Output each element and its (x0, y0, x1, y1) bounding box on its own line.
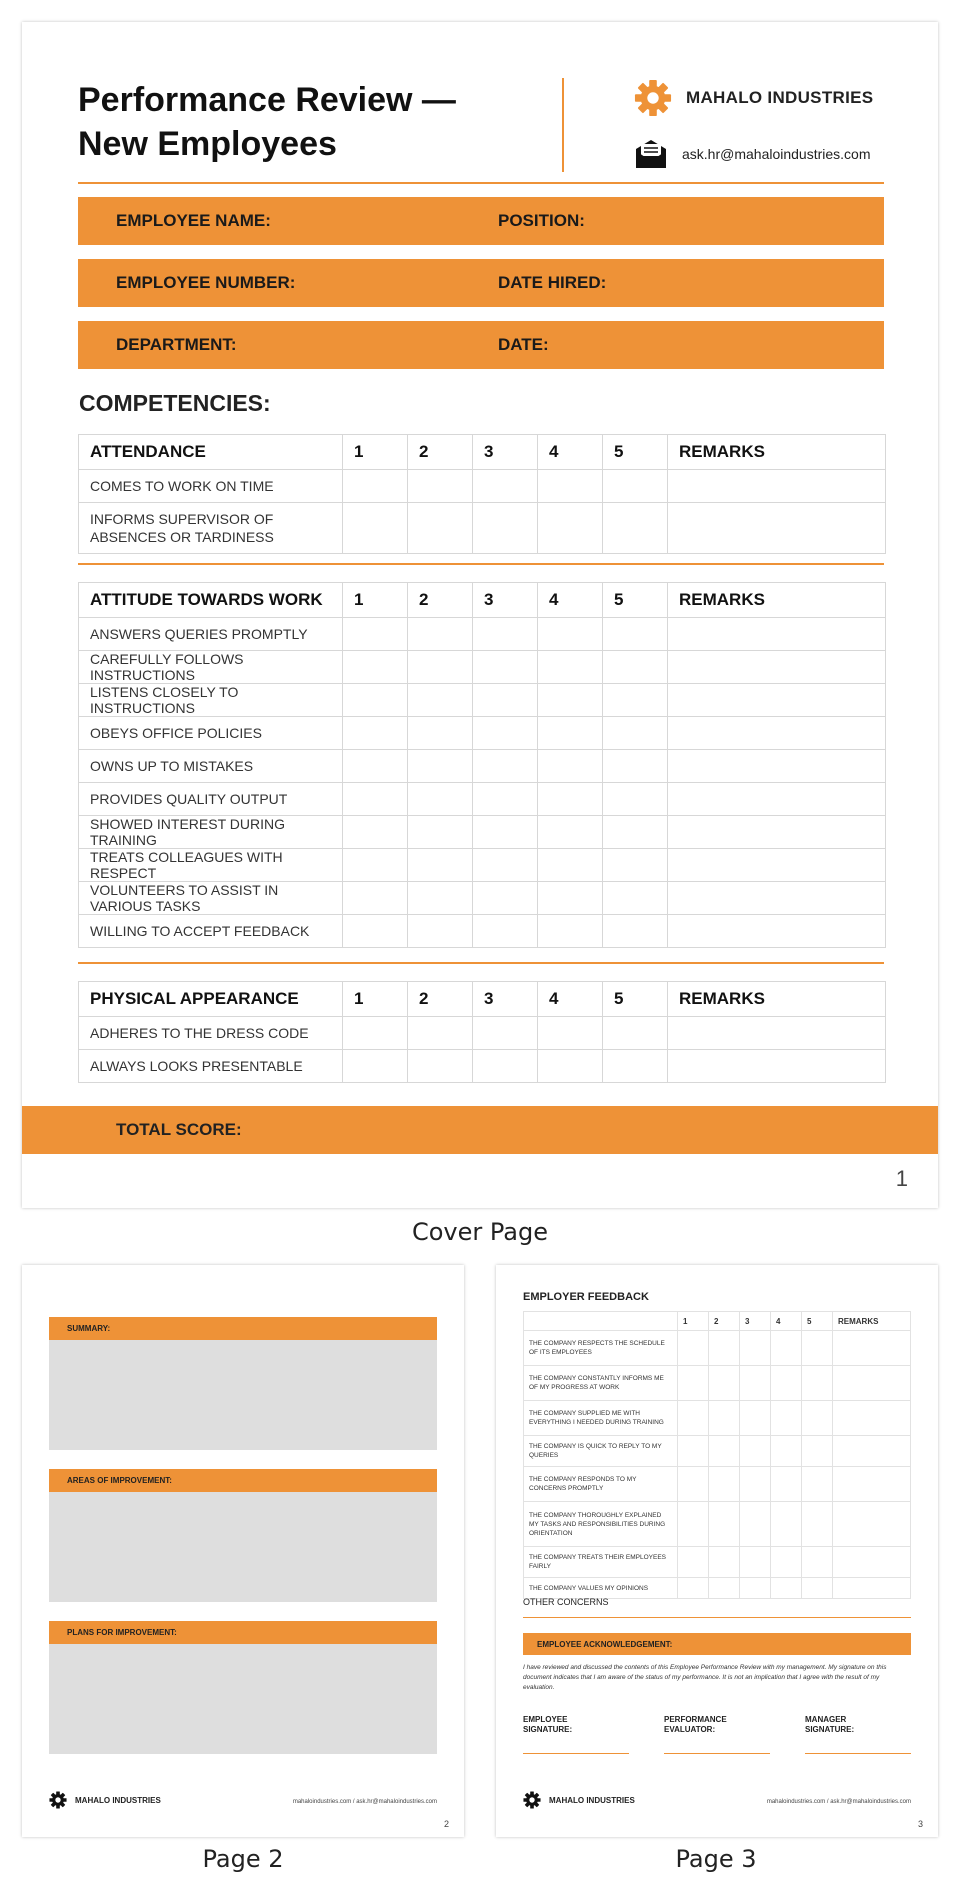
rating-cell[interactable] (740, 1502, 771, 1547)
rating-header-1: 1 (343, 982, 408, 1017)
table-header-row (79, 435, 886, 470)
rating-cell[interactable] (408, 750, 473, 783)
table-row (79, 651, 886, 684)
rating-cell[interactable] (343, 470, 408, 503)
page-number: 2 (443, 1819, 449, 1829)
cover-caption: Cover Page (411, 1218, 548, 1246)
table-row (79, 1017, 886, 1050)
table-row (524, 1331, 911, 1366)
rating-cell[interactable] (802, 1366, 833, 1401)
rating-cell[interactable] (802, 1467, 833, 1502)
rating-cell[interactable] (538, 503, 603, 554)
rating-header-4: 4 (538, 982, 603, 1017)
rating-cell[interactable] (538, 1017, 603, 1050)
criterion-label: OBEYS OFFICE POLICIES (79, 717, 343, 750)
table-row (524, 1467, 911, 1502)
rating-cell[interactable] (408, 915, 473, 948)
rating-cell[interactable] (473, 618, 538, 651)
rating-cell[interactable] (473, 783, 538, 816)
table-row (524, 1547, 911, 1578)
remarks-cell[interactable] (833, 1401, 911, 1436)
rating-cell[interactable] (538, 849, 603, 882)
rating-cell[interactable] (473, 915, 538, 948)
rating-cell[interactable] (343, 783, 408, 816)
rating-header-4: 4 (538, 583, 603, 618)
rating-cell[interactable] (343, 915, 408, 948)
rating-cell[interactable] (538, 470, 603, 503)
summary-header (49, 1317, 437, 1340)
table-row (79, 882, 886, 915)
section-title: PHYSICAL APPEARANCE (79, 982, 343, 1017)
rating-cell[interactable] (343, 1017, 408, 1050)
rating-cell[interactable] (771, 1436, 802, 1467)
rating-cell[interactable] (408, 1017, 473, 1050)
rating-cell[interactable] (343, 816, 408, 849)
rating-cell[interactable] (603, 470, 668, 503)
rating-cell[interactable] (771, 1467, 802, 1502)
table-row (524, 1502, 911, 1547)
rating-cell[interactable] (740, 1366, 771, 1401)
remarks-cell[interactable] (833, 1436, 911, 1467)
gear-icon (49, 1791, 67, 1809)
remarks-header: REMARKS (668, 583, 886, 618)
criterion-label: INFORMS SUPERVISOR OF ABSENCES OR TARDINESS (79, 503, 343, 554)
employee-number-label: EMPLOYEE NUMBER: (116, 273, 296, 292)
rating-cell[interactable] (802, 1401, 833, 1436)
other-concerns-label: OTHER CONCERNS (523, 1597, 609, 1607)
remarks-cell[interactable] (668, 651, 886, 684)
gear-icon (634, 79, 672, 117)
rating-cell[interactable] (802, 1436, 833, 1467)
criterion-label: CAREFULLY FOLLOWS INSTRUCTIONS (79, 651, 343, 684)
section-rule (78, 563, 884, 565)
department-label: DEPARTMENT: (116, 335, 237, 354)
total-score-bar (22, 1106, 938, 1154)
rating-cell[interactable] (771, 1502, 802, 1547)
rating-cell[interactable] (343, 717, 408, 750)
rating-cell[interactable] (603, 618, 668, 651)
table-row (79, 1050, 886, 1083)
rating-cell[interactable] (473, 1017, 538, 1050)
remarks-cell[interactable] (668, 849, 886, 882)
rating-cell[interactable] (603, 1050, 668, 1083)
rating-cell[interactable] (408, 882, 473, 915)
header-rule (78, 182, 884, 184)
rating-cell[interactable] (343, 684, 408, 717)
remarks-cell[interactable] (668, 882, 886, 915)
appearance-table (78, 981, 886, 1083)
rating-cell[interactable] (603, 849, 668, 882)
rating-cell[interactable] (802, 1578, 833, 1599)
rating-cell[interactable] (678, 1547, 709, 1578)
section-title: ATTENDANCE (79, 435, 343, 470)
rating-cell[interactable] (678, 1467, 709, 1502)
remarks-cell[interactable] (668, 618, 886, 651)
rating-header-1: 1 (343, 583, 408, 618)
rating-cell[interactable] (709, 1436, 740, 1467)
plans-box[interactable] (49, 1644, 437, 1754)
rating-header-3: 3 (473, 982, 538, 1017)
rating-cell[interactable] (538, 750, 603, 783)
remarks-cell[interactable] (668, 684, 886, 717)
table-row (79, 915, 886, 948)
date-label: DATE: (498, 335, 549, 354)
rating-header-2: 2 (709, 1312, 740, 1331)
contact-email[interactable]: ask.hr@mahaloindustries.com (682, 146, 871, 162)
footer-url: mahaloindustries.com / ask.hr@mahaloindustries.com (766, 1799, 911, 1805)
rating-cell[interactable] (709, 1331, 740, 1366)
remarks-cell[interactable] (833, 1578, 911, 1599)
table-row (79, 750, 886, 783)
header-divider (562, 78, 564, 172)
rating-cell[interactable] (678, 1436, 709, 1467)
rating-cell[interactable] (408, 651, 473, 684)
remarks-cell[interactable] (668, 717, 886, 750)
rating-cell[interactable] (802, 1331, 833, 1366)
remarks-header: REMARKS (668, 982, 886, 1017)
feedback-statement: THE COMPANY THOROUGHLY EXPLAINED MY TASKS AND RESPONSIBILITIES DURING ORIENTATION (524, 1502, 678, 1547)
plans-label: PLANS FOR IMPROVEMENT: (67, 1628, 177, 1637)
criterion-label: SHOWED INTEREST DURING TRAINING (79, 816, 343, 849)
rating-cell[interactable] (678, 1401, 709, 1436)
rating-header-2: 2 (408, 435, 473, 470)
table-row (524, 1401, 911, 1436)
other-concerns-line[interactable] (523, 1617, 911, 1618)
rating-cell[interactable] (538, 816, 603, 849)
total-score-label: TOTAL SCORE: (116, 1120, 242, 1139)
remarks-cell[interactable] (668, 470, 886, 503)
info-bar-name (78, 197, 884, 245)
rating-cell[interactable] (771, 1547, 802, 1578)
rating-cell[interactable] (538, 1050, 603, 1083)
rating-cell[interactable] (538, 651, 603, 684)
cover-page (22, 22, 938, 1208)
remarks-cell[interactable] (668, 915, 886, 948)
attitude-table (78, 582, 886, 948)
rating-cell[interactable] (538, 684, 603, 717)
evaluator-signature-label: PERFORMANCE EVALUATOR: (664, 1715, 727, 1734)
date-hired-label: DATE HIRED: (498, 273, 607, 292)
table-row (79, 816, 886, 849)
table-row (79, 503, 886, 554)
rating-cell[interactable] (538, 717, 603, 750)
info-bar-number (78, 259, 884, 307)
rating-header-3: 3 (473, 435, 538, 470)
rating-cell[interactable] (771, 1401, 802, 1436)
rating-cell[interactable] (408, 684, 473, 717)
rating-cell[interactable] (538, 915, 603, 948)
rating-cell[interactable] (408, 618, 473, 651)
rating-cell[interactable] (603, 882, 668, 915)
table-row (79, 783, 886, 816)
remarks-cell[interactable] (833, 1467, 911, 1502)
position-label: POSITION: (498, 211, 585, 230)
rating-cell[interactable] (740, 1436, 771, 1467)
criterion-label: PROVIDES QUALITY OUTPUT (79, 783, 343, 816)
remarks-cell[interactable] (833, 1547, 911, 1578)
rating-cell[interactable] (740, 1547, 771, 1578)
manager-signature-line[interactable] (805, 1753, 911, 1754)
remarks-cell[interactable] (668, 503, 886, 554)
feedback-statement: THE COMPANY RESPONDS TO MY CONCERNS PROMPTLY (524, 1467, 678, 1502)
acknowledgement-text: I have reviewed and discussed the contents of this Employee Performance Review with my management. My signature on this document indicates that I am aware of the status of my performance. It is not an implication that I agree with the result of my evaluation. (523, 1664, 887, 1691)
footer-url: mahaloindustries.com / ask.hr@mahaloindustries.com (292, 1799, 437, 1805)
company-brand (634, 78, 873, 118)
page2-caption: Page 2 (202, 1845, 284, 1873)
page3-caption: Page 3 (675, 1845, 757, 1873)
rating-cell[interactable] (538, 882, 603, 915)
criterion-label: ADHERES TO THE DRESS CODE (79, 1017, 343, 1050)
criterion-label: VOLUNTEERS TO ASSIST IN VARIOUS TASKS (79, 882, 343, 915)
table-row (524, 1578, 911, 1599)
remarks-cell[interactable] (668, 783, 886, 816)
rating-cell[interactable] (709, 1366, 740, 1401)
feedback-statement: THE COMPANY CONSTANTLY INFORMS ME OF MY PROGRESS AT WORK (524, 1366, 678, 1401)
rating-cell[interactable] (473, 816, 538, 849)
page-3 (496, 1265, 938, 1837)
rating-cell[interactable] (771, 1366, 802, 1401)
rating-cell[interactable] (473, 882, 538, 915)
rating-header-2: 2 (408, 583, 473, 618)
blank-header (524, 1312, 678, 1331)
rating-cell[interactable] (473, 750, 538, 783)
rating-cell[interactable] (473, 470, 538, 503)
rating-cell[interactable] (603, 651, 668, 684)
rating-header-4: 4 (538, 435, 603, 470)
envelope-icon (634, 139, 668, 169)
criterion-label: TREATS COLLEAGUES WITH RESPECT (79, 849, 343, 882)
feedback-statement: THE COMPANY VALUES MY OPINIONS (524, 1578, 678, 1599)
rating-cell[interactable] (473, 651, 538, 684)
employee-signature-line[interactable] (523, 1753, 629, 1754)
acknowledgement-label: EMPLOYEE ACKNOWLEDGEMENT: (537, 1640, 673, 1649)
criterion-label: ANSWERS QUERIES PROMPTLY (79, 618, 343, 651)
table-row (79, 470, 886, 503)
rating-header-5: 5 (603, 583, 668, 618)
rating-cell[interactable] (343, 618, 408, 651)
footer-company: MAHALO INDUSTRIES (549, 1795, 635, 1805)
remarks-cell[interactable] (668, 750, 886, 783)
remarks-header: REMARKS (668, 435, 886, 470)
feedback-statement: THE COMPANY IS QUICK TO REPLY TO MY QUERIES (524, 1436, 678, 1467)
criterion-label: LISTENS CLOSELY TO INSTRUCTIONS (79, 684, 343, 717)
criterion-label: WILLING TO ACCEPT FEEDBACK (79, 915, 343, 948)
rating-cell[interactable] (603, 915, 668, 948)
feedback-title: EMPLOYER FEEDBACK (523, 1291, 649, 1303)
rating-cell[interactable] (678, 1578, 709, 1599)
rating-cell[interactable] (603, 503, 668, 554)
page-number: 1 (895, 1166, 908, 1191)
rating-cell[interactable] (408, 849, 473, 882)
rating-cell[interactable] (343, 503, 408, 554)
criterion-label: COMES TO WORK ON TIME (79, 470, 343, 503)
rating-cell[interactable] (473, 717, 538, 750)
rating-header-5: 5 (802, 1312, 833, 1331)
rating-header-4: 4 (771, 1312, 802, 1331)
criterion-label: ALWAYS LOOKS PRESENTABLE (79, 1050, 343, 1083)
rating-header-1: 1 (343, 435, 408, 470)
table-row (79, 717, 886, 750)
rating-cell[interactable] (473, 1050, 538, 1083)
acknowledgement-header (523, 1633, 911, 1655)
rating-cell[interactable] (709, 1502, 740, 1547)
rating-cell[interactable] (709, 1401, 740, 1436)
feedback-statement: THE COMPANY RESPECTS THE SCHEDULE OF ITS EMPLOYEES (524, 1331, 678, 1366)
rating-cell[interactable] (740, 1467, 771, 1502)
rating-cell[interactable] (538, 618, 603, 651)
feedback-table (523, 1311, 911, 1599)
rating-cell[interactable] (603, 816, 668, 849)
rating-cell[interactable] (603, 684, 668, 717)
rating-header-3: 3 (740, 1312, 771, 1331)
document-title: Performance Review — New Employees (78, 81, 456, 163)
remarks-cell[interactable] (668, 1050, 886, 1083)
rating-header-2: 2 (408, 982, 473, 1017)
feedback-statement: THE COMPANY TREATS THEIR EMPLOYEES FAIRLY (524, 1547, 678, 1578)
areas-box[interactable] (49, 1492, 437, 1602)
section-rule (78, 962, 884, 964)
rating-cell[interactable] (603, 717, 668, 750)
table-row (524, 1436, 911, 1467)
remarks-cell[interactable] (833, 1502, 911, 1547)
footer-brand (49, 1791, 161, 1809)
rating-cell[interactable] (709, 1578, 740, 1599)
employee-name-label: EMPLOYEE NAME: (116, 211, 271, 230)
contact-email-row (634, 134, 871, 174)
attendance-table (78, 434, 886, 554)
rating-cell[interactable] (538, 783, 603, 816)
table-row (79, 684, 886, 717)
page-2 (22, 1265, 464, 1837)
criterion-label: OWNS UP TO MISTAKES (79, 750, 343, 783)
section-title: ATTITUDE TOWARDS WORK (79, 583, 343, 618)
rating-cell[interactable] (802, 1547, 833, 1578)
table-header-row (524, 1312, 911, 1331)
areas-label: AREAS OF IMPROVEMENT: (67, 1476, 172, 1485)
rating-cell[interactable] (678, 1502, 709, 1547)
rating-header-1: 1 (678, 1312, 709, 1331)
rating-cell[interactable] (408, 1050, 473, 1083)
employee-signature-label: EMPLOYEE SIGNATURE: (523, 1715, 573, 1734)
rating-cell[interactable] (408, 503, 473, 554)
rating-cell[interactable] (678, 1366, 709, 1401)
rating-header-5: 5 (603, 982, 668, 1017)
rating-cell[interactable] (802, 1502, 833, 1547)
summary-box[interactable] (49, 1340, 437, 1450)
rating-cell[interactable] (740, 1401, 771, 1436)
table-header-row (79, 583, 886, 618)
rating-cell[interactable] (408, 470, 473, 503)
remarks-cell[interactable] (668, 1017, 886, 1050)
company-name: MAHALO INDUSTRIES (686, 88, 874, 107)
footer-company: MAHALO INDUSTRIES (75, 1795, 161, 1805)
plans-header (49, 1621, 437, 1644)
rating-cell[interactable] (408, 717, 473, 750)
footer-brand (523, 1791, 635, 1809)
manager-signature-label: MANAGER SIGNATURE: (805, 1715, 855, 1734)
rating-cell[interactable] (603, 1017, 668, 1050)
remarks-header: REMARKS (833, 1312, 911, 1331)
rating-cell[interactable] (343, 849, 408, 882)
info-bar-department (78, 321, 884, 369)
rating-cell[interactable] (408, 783, 473, 816)
rating-cell[interactable] (771, 1578, 802, 1599)
rating-header-3: 3 (473, 583, 538, 618)
rating-cell[interactable] (603, 783, 668, 816)
table-row (524, 1366, 911, 1401)
rating-cell[interactable] (343, 750, 408, 783)
summary-label: SUMMARY: (67, 1324, 111, 1333)
rating-cell[interactable] (603, 750, 668, 783)
competencies-heading: COMPETENCIES: (79, 390, 271, 416)
remarks-cell[interactable] (833, 1331, 911, 1366)
remarks-cell[interactable] (833, 1366, 911, 1401)
rating-cell[interactable] (343, 1050, 408, 1083)
rating-cell[interactable] (343, 882, 408, 915)
rating-cell[interactable] (740, 1578, 771, 1599)
rating-cell[interactable] (473, 684, 538, 717)
rating-cell[interactable] (740, 1331, 771, 1366)
remarks-cell[interactable] (668, 816, 886, 849)
table-row (79, 618, 886, 651)
rating-cell[interactable] (343, 651, 408, 684)
rating-cell[interactable] (709, 1467, 740, 1502)
rating-cell[interactable] (473, 849, 538, 882)
rating-cell[interactable] (473, 503, 538, 554)
rating-header-5: 5 (603, 435, 668, 470)
table-row (79, 849, 886, 882)
rating-cell[interactable] (408, 816, 473, 849)
gear-icon (523, 1791, 541, 1809)
rating-cell[interactable] (709, 1547, 740, 1578)
page-number: 3 (917, 1819, 923, 1829)
feedback-statement: THE COMPANY SUPPLIED ME WITH EVERYTHING I NEEDED DURING TRAINING (524, 1401, 678, 1436)
rating-cell[interactable] (771, 1331, 802, 1366)
areas-header (49, 1469, 437, 1492)
table-header-row (79, 982, 886, 1017)
rating-cell[interactable] (678, 1331, 709, 1366)
evaluator-signature-line[interactable] (664, 1753, 770, 1754)
